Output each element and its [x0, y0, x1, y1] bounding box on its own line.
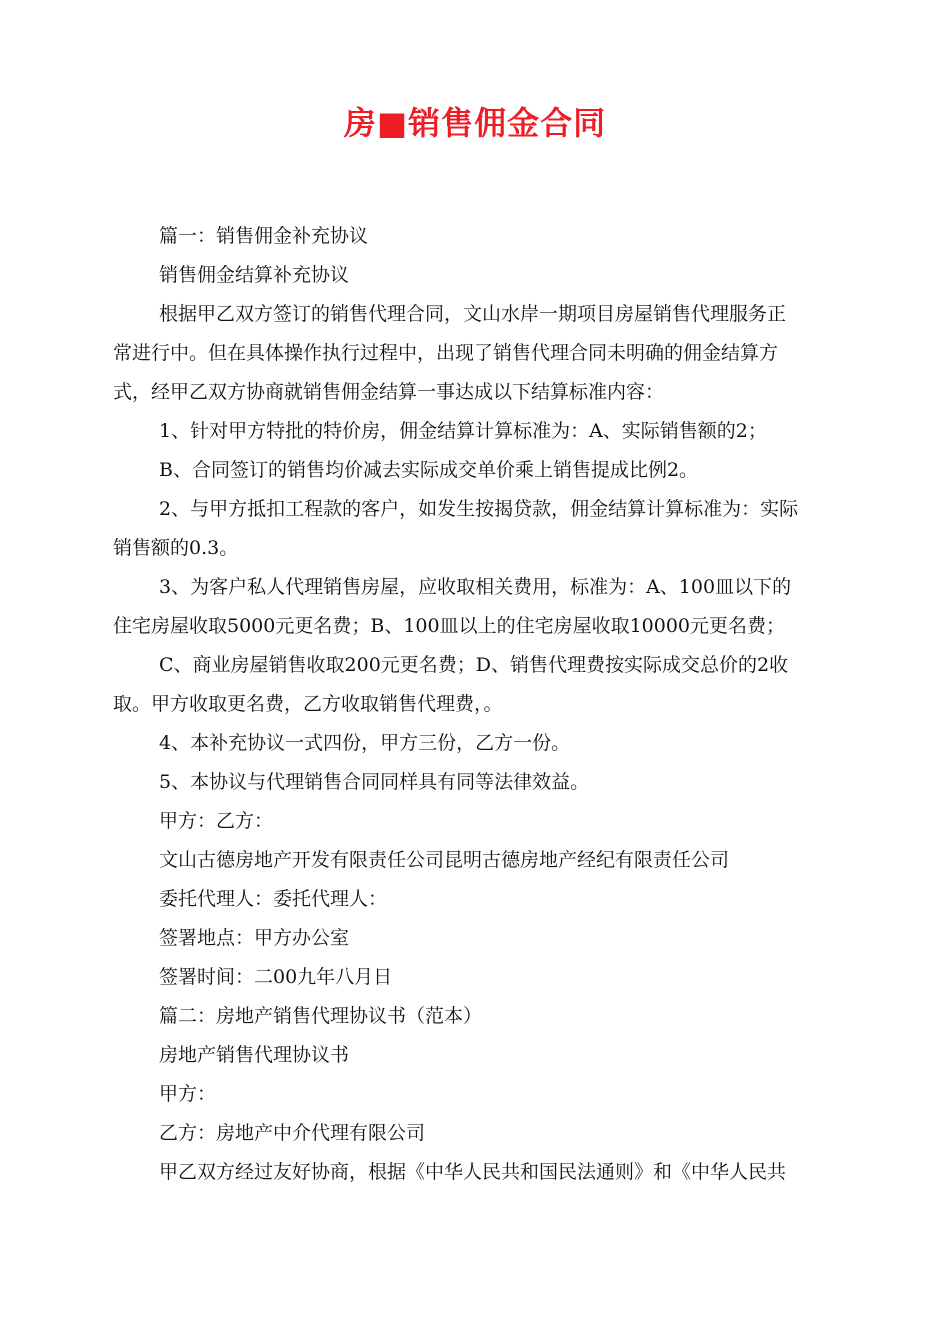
text-line: 签署时间：二00九年八月日 [159, 966, 393, 988]
text-line: 房地产销售代理协议书 [159, 1044, 350, 1066]
text-line: 销售额的0.3。 [113, 537, 239, 559]
text-line: 1、针对甲方特批的特价房，佣金结算计算标准为：A、实际销售额的2； [159, 420, 767, 442]
text-line: 篇一：销售佣金补充协议 [159, 225, 369, 247]
document-body [113, 217, 843, 1192]
text-line: 篇二：房地产销售代理协议书（范本） [159, 1005, 483, 1027]
text-line: 取。甲方收取更名费，乙方收取销售代理费，。 [113, 693, 503, 715]
text-line: 文山古德房地产开发有限责任公司昆明古德房地产经纪有限责任公司 [159, 849, 730, 871]
text-line: 乙方：房地产中介代理有限公司 [159, 1122, 426, 1144]
text-line: 3、为客户私人代理销售房屋，应收取相关费用，标准为：A、100皿以下的 [159, 576, 792, 598]
text-line: 住宅房屋收取5000元更名费；B、100皿以上的住宅房屋收取10000元更名费； [113, 615, 786, 637]
text-line: C、商业房屋销售收取200元更名费；D、销售代理费按实际成交总价的2收 [159, 654, 789, 676]
text-line: 销售佣金结算补充协议 [159, 264, 350, 286]
text-line: 甲方： [159, 1083, 217, 1105]
document-title: 房■销售佣金合同 [343, 104, 607, 142]
text-line: 签署地点：甲方办公室 [159, 927, 350, 949]
text-line: 根据甲乙双方签订的销售代理合同，文山水岸一期项目房屋销售代理服务正 [159, 303, 787, 325]
text-line: B、合同签订的销售均价减去实际成交单价乘上销售提成比例2。 [159, 459, 699, 481]
text-line: 4、本补充协议一式四份，甲方三份，乙方一份。 [159, 732, 571, 754]
text-line: 甲乙双方经过友好协商，根据《中华人民共和国民法通则》和《中华人民共 [159, 1161, 787, 1183]
text-line: 常进行中。但在具体操作执行过程中，出现了销售代理合同未明确的佣金结算方 [113, 342, 779, 364]
text-line: 2、与甲方抵扣工程款的客户，如发生按揭贷款，佣金结算计算标准为：实际 [159, 498, 799, 520]
text-line: 委托代理人：委托代理人： [159, 888, 388, 910]
text-line: 式，经甲乙双方协商就销售佣金结算一事达成以下结算标准内容： [113, 381, 665, 403]
text-line: 甲方：乙方： [159, 810, 274, 832]
text-line: 5、本协议与代理销售合同同样具有同等法律效益。 [159, 771, 590, 793]
